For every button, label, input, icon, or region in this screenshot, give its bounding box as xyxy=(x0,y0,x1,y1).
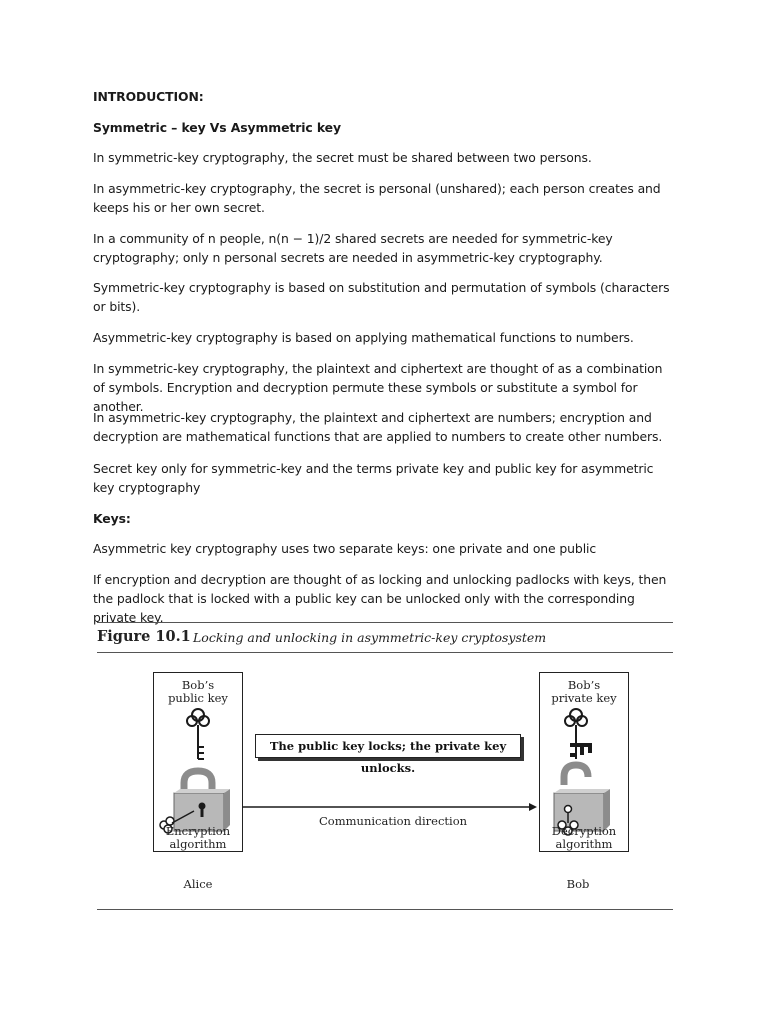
paragraph: In asymmetric-key cryptography, the secret is personal (unshared); each person creates and keeps his or her own secret. xyxy=(93,181,661,215)
public-key-label-line2: public key xyxy=(168,691,228,705)
paragraph: In asymmetric-key cryptography, the plaintext and ciphertext are numbers; encryption and decryption are mathematical functions that are applied to numbers to create other numbers. xyxy=(93,410,663,444)
decryption-label-line2: algorithm xyxy=(555,837,613,851)
alice-label: Alice xyxy=(183,877,213,891)
figure-number: Figure 10.1 xyxy=(97,628,191,645)
section-subheading: Symmetric – key Vs Asymmetric key xyxy=(93,120,341,135)
keys-heading: Keys: xyxy=(93,511,131,526)
encryption-label-line1: Encryption xyxy=(165,824,231,838)
paragraph: Symmetric-key cryptography is based on substitution and permutation of symbols (characters or bits). xyxy=(93,280,670,314)
decryption-label-line1: Decryption xyxy=(551,824,617,838)
bob-box xyxy=(539,672,629,852)
figure-10-1 xyxy=(97,620,673,912)
paragraph: In symmetric-key cryptography, the secret must be shared between two persons. xyxy=(93,150,592,165)
intro-heading: INTRODUCTION: xyxy=(93,89,204,104)
public-key-label-line1: Bob’s xyxy=(181,678,215,692)
paragraph: Asymmetric-key cryptography is based on applying mathematical functions to numbers. xyxy=(93,330,634,345)
figure-bottom-rule xyxy=(97,909,673,910)
figure-caption: Locking and unlocking in asymmetric-key cryptosystem xyxy=(193,630,547,645)
paragraph: Asymmetric key cryptography uses two separate keys: one private and one public xyxy=(93,541,597,556)
private-key-label-line1: Bob’s xyxy=(567,678,601,692)
paragraph: In symmetric-key cryptography, the plaintext and ciphertext are thought of as a combination of symbols. Encryption and decryption permute these symbols or substitute a symbol for another. xyxy=(93,361,663,414)
paragraph: In a community of n people, n(n − 1)/2 shared secrets are needed for symmetric-key cryptography; only n personal secrets are needed in asymmetric-key cryptography. xyxy=(93,231,613,265)
private-key-label-line2: private key xyxy=(551,691,617,705)
paragraph: Secret key only for symmetric-key and the terms private key and public key for asymmetric key cryptography xyxy=(93,461,654,495)
note-box: The public key locks; the private key unlocks. xyxy=(255,734,521,758)
bob-label: Bob xyxy=(566,877,590,891)
encryption-label-line2: algorithm xyxy=(169,837,227,851)
communication-direction-label: Communication direction xyxy=(319,814,468,828)
paragraph: If encryption and decryption are thought of as locking and unlocking padlocks with keys, then the padlock that is locked with a public key can be unlocked only with the corresponding private key. xyxy=(93,572,667,625)
